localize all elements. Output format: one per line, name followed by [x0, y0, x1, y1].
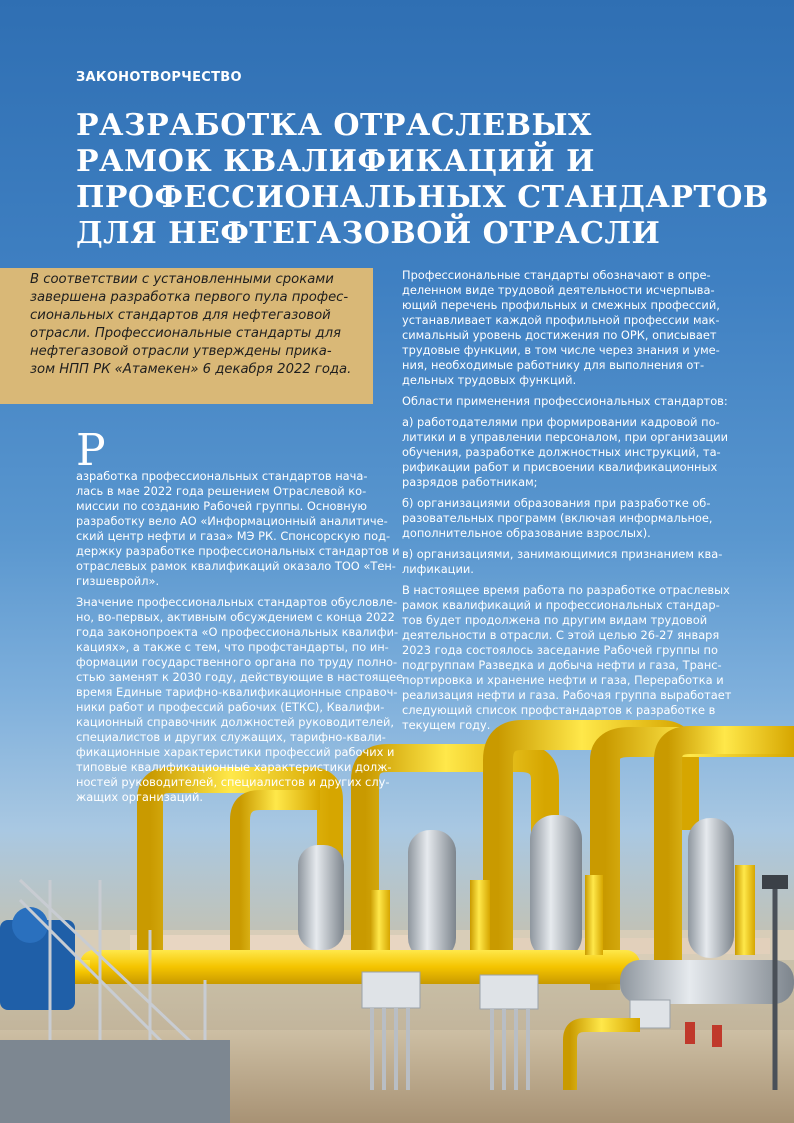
text-line: тов будет продолжена по другим видам трудовой [402, 613, 708, 627]
paragraph [402, 415, 728, 490]
text-line: рамок квалификаций и профессиональных стандар- [402, 598, 720, 612]
text-line: отраслевых рамок квалификаций оказало ТОО «Тен- [76, 559, 396, 573]
text-line: б) организациями образования при разработке об- [402, 496, 711, 510]
text-line: время Единые тарифно-квалификационные справоч- [76, 685, 398, 699]
text-line: следующий список профстандартов к разработке в [402, 703, 716, 717]
text-line: ющий перечень профильных и смежных профессий, [402, 298, 720, 312]
text-line: Профессиональные стандарты обозначают в опре- [402, 268, 711, 282]
paragraph [402, 496, 713, 541]
paragraph [402, 583, 732, 733]
text-line: деленном виде трудовой деятельности исчерпыва- [402, 283, 715, 297]
text-line: литики и в управлении персоналом, при организации [402, 430, 728, 444]
text-line: устанавливает каждой профильной профессии мак- [402, 313, 720, 327]
section-label: ЗАКОНОТВОРЧЕСТВО [76, 70, 242, 85]
headline-line: РАЗРАБОТКА ОТРАСЛЕВЫХ [76, 108, 592, 143]
text-line: фикационные характеристики профессий рабочих и [76, 745, 395, 759]
text-line: специалистов и других служащих, тарифно-квали- [76, 730, 386, 744]
text-line: дельных трудовых функций. [402, 373, 577, 387]
text-line: разработку вело АО «Информационный аналитиче- [76, 514, 388, 528]
text-line: в) организациями, занимающимися признанием ква- [402, 547, 723, 561]
drop-cap: Р [76, 425, 106, 476]
text-line: кациях», а также с тем, что профстандарты, по ин- [76, 640, 389, 654]
text-line: ники работ и профессий рабочих (ЕТКС), Квалифи- [76, 700, 385, 714]
text-line: миссии по созданию Рабочей группы. Основную [76, 499, 368, 513]
headline-line: РАМОК КВАЛИФИКАЦИЙ И [76, 144, 596, 179]
lead-line: В соответствии с установленными сроками [30, 272, 334, 287]
text-line: текущем году. [402, 718, 491, 732]
article-headline [76, 108, 769, 252]
lead-line: завершена разработка первого пула профес- [30, 290, 349, 306]
left-column [76, 425, 404, 811]
text-line: деятельности в отрасли. С этой целью 26-27 января [402, 628, 720, 642]
lead-line: нефтегазовой отрасли утверждены прика- [30, 344, 332, 360]
text-line: трудовые функции, в том числе через знания и уме- [402, 343, 720, 357]
right-column [402, 268, 732, 739]
text-line: портировка и хранение нефти и газа, Переработка и [402, 673, 724, 687]
text-line: но, во-первых, активным обсуждением с конца 2022 [76, 610, 395, 624]
text-line: Области применения профессиональных стандартов: [402, 394, 728, 408]
lead-line: сиональных стандартов для нефтегазовой [30, 308, 331, 324]
paragraph [402, 268, 720, 388]
paragraph [76, 595, 404, 805]
text-line: ностей руководителей, специалистов и других слу- [76, 775, 390, 789]
text-line: держку разработке профессиональных стандартов и [76, 544, 400, 558]
headline-line: ДЛЯ НЕФТЕГАЗОВОЙ ОТРАСЛИ [76, 216, 661, 251]
text-line: формации государственного органа по труду полно- [76, 655, 398, 669]
text-line: ский центр нефти и газа» МЭ РК. Спонсорскую под- [76, 529, 391, 543]
text-line: Значение профессиональных стандартов обусловле- [76, 595, 398, 609]
text-line: разовательных программ (включая информальное, [402, 511, 713, 525]
paragraph [402, 394, 728, 409]
text-line: подгруппам Разведка и добыча нефти и газа, Транс- [402, 658, 722, 672]
text-line: лась в мае 2022 года решением Отраслевой ко- [76, 484, 367, 498]
lead-line: отрасли. Профессиональные стандарты для [30, 326, 341, 342]
text-line: рификации работ и присвоении квалификационных [402, 460, 718, 474]
text-line: а) работодателями при формировании кадровой по- [402, 415, 720, 429]
text-line: реализация нефти и газа. Рабочая группа выработает [402, 688, 732, 702]
text-line: азработка профессиональных стандартов нача- [76, 469, 368, 483]
text-line: 2023 года состоялось заседание Рабочей группы по [402, 643, 718, 657]
paragraph [402, 547, 723, 577]
text-line: кационный справочник должностей руководителей, [76, 715, 395, 729]
text-line: обучения, разработке должностных инструкций, та- [402, 445, 721, 459]
text-line: стью заменят к 2030 году, действующие в настоящее [76, 670, 404, 684]
text-line: года законопроекта «О профессиональных квалифи- [76, 625, 399, 639]
headline-line: ПРОФЕССИОНАЛЬНЫХ СТАНДАРТОВ [76, 180, 769, 215]
text-line: типовые квалификационные характеристики долж- [76, 760, 392, 774]
text-line: лификации. [402, 562, 474, 576]
text-line: ния, необходимые работнику для выполнения от- [402, 358, 705, 372]
text-line: симальный уровень достижения по ОРК, описывает [402, 328, 717, 342]
text-line: разрядов работникам; [402, 475, 538, 489]
text-line: В настоящее время работа по разработке отраслевых [402, 583, 730, 597]
text-line: дополнительное образование взрослых). [402, 526, 651, 540]
paragraph [76, 425, 400, 589]
lead-box [0, 268, 373, 404]
text-line: гизшевройл». [76, 574, 160, 588]
text-line: жащих организаций. [76, 790, 203, 804]
lead-line: зом НПП РК «Атамекен» 6 декабря 2022 года. [30, 362, 352, 378]
